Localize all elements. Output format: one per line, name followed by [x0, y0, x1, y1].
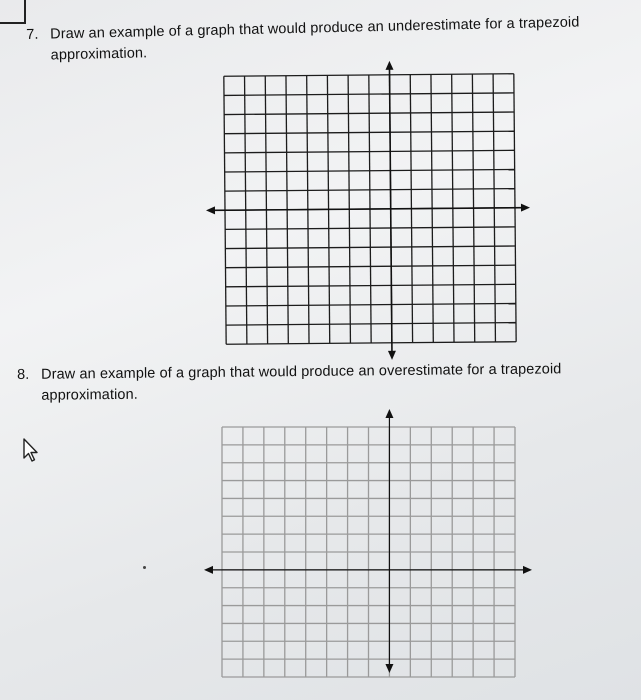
problem-8-graph-grid[interactable]: [200, 405, 540, 700]
problem-8-text: [17, 359, 562, 407]
y-axis: [389, 69, 391, 352]
problem-7-number: 7.: [26, 26, 39, 43]
arrow-down-icon: [388, 351, 396, 360]
mouse-cursor-icon: [22, 438, 40, 464]
arrow-right-icon: [523, 566, 532, 574]
problem-7-line-2: approximation.: [50, 45, 148, 64]
problem-7-graph-grid[interactable]: [199, 54, 542, 367]
problem-8-line-2: approximation.: [41, 386, 138, 404]
arrow-down-icon: [385, 664, 393, 673]
problem-8-line-1: Draw an example of a graph that would produce an overestimate for a trapezoid: [41, 361, 562, 383]
problem-8-number: 8.: [17, 366, 30, 383]
arrow-right-icon: [521, 204, 530, 212]
x-axis: [214, 208, 522, 211]
arrow-left-icon: [206, 206, 215, 214]
arrow-up-icon: [385, 409, 393, 418]
stray-mark: [143, 566, 146, 569]
problem-7-line-1: Draw an example of a graph that would produce an underestimate for a trapezoid: [50, 14, 580, 43]
arrow-up-icon: [385, 61, 393, 70]
arrow-left-icon: [204, 566, 213, 574]
corner-mark: [0, 0, 26, 24]
